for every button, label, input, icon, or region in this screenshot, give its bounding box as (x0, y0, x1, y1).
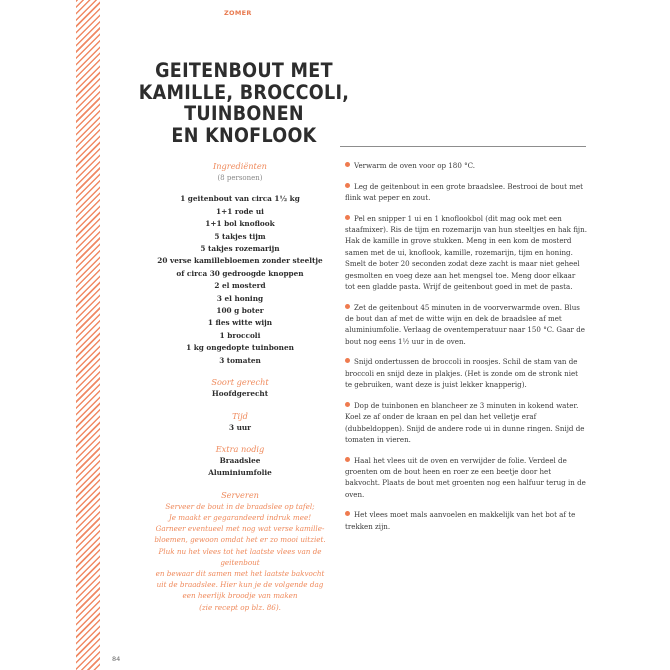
ingredient-item: 1 kg ongedopte tuinbonen (186, 343, 294, 353)
ingredient-item: 100 g boter (216, 306, 264, 316)
extra-item: Aluminiumfolie (208, 468, 272, 478)
ingredient-item: 1 geitenbout van circa 1½ kg (180, 194, 300, 204)
bullet-icon (345, 457, 350, 462)
section-label: ZOMER (224, 9, 252, 17)
ingredient-item: 1 broccoli (219, 330, 261, 340)
bullet-icon (345, 304, 350, 309)
step-text: Dop de tuinbonen en blancheer ze 3 minuten in kokend water. Koel ze af onder de kraan en pel dan het velletje eraf (dubbeldoppen). Snijd de andere rode ui in dunne ringen. Snijd de tomaten in vieren. (345, 400, 585, 445)
ingredient-item: 20 verse kamillebloemen zonder steeltje (157, 256, 323, 266)
serveren-line: uit de braadslee. Hier kun je de volgende dag (156, 580, 324, 590)
ingredients-column (143, 160, 337, 613)
page-number: 84 (112, 655, 121, 663)
ingredient-item: of circa 30 gedroogde knoppen (176, 268, 304, 278)
instruction-step (345, 160, 587, 171)
instruction-step (345, 181, 587, 204)
instruction-step (345, 302, 587, 348)
instruction-step (345, 455, 587, 501)
serveren-heading: Serveren (221, 489, 259, 500)
instruction-step (345, 400, 587, 446)
serveren-line: bloemen, gewoon omdat het er zo mooi uitziet. (154, 535, 326, 545)
ingredient-item: 3 tomaten (219, 355, 261, 365)
ingredient-item: 2 el mosterd (214, 281, 266, 291)
step-text: Pel en snipper 1 ui en 1 knoflookbol (dit mag ook met een staafmixer). Ris de tijm en rozemarijn van hun steeltjes en hak fijn. Hak de kamille in grove stukken. Meng in een kom de mosterd samen met de ui, knoflook, kamille, rozemarijn, tijm en honing. Smelt de boter 20 seconden zodat deze zacht is maar niet geheel gesmolten en voeg deze aan het mengsel toe. Meng door elkaar tot een gladde pasta. Wrijf de geitenbout goed in met de pasta. (345, 213, 587, 292)
bullet-icon (345, 511, 350, 516)
serveren-line: (zie recept op blz. 86). (199, 602, 281, 612)
title-line: TUINBONEN (184, 102, 304, 125)
extra-item: Braadslee (219, 455, 261, 465)
ingredient-item: 1+1 bol knoflook (205, 219, 275, 229)
bullet-icon (345, 162, 350, 167)
tijd-value: 3 uur (228, 422, 252, 432)
serveren-line: Pluk nu het vlees tot het laatste vlees van de geitenbout (158, 546, 322, 567)
instruction-step (345, 356, 587, 390)
serveren-line: en bewaar dit samen met het laatste bakvocht (155, 568, 325, 578)
step-text: Het vlees moet mals aanvoelen en makkelijk van het bot af te trekken zijn. (345, 510, 576, 531)
bullet-icon (345, 358, 350, 363)
bullet-icon (345, 183, 350, 188)
servings: (8 personen) (217, 174, 263, 182)
serveren-line: Garneer eventueel met nog wat verse kamille- (155, 524, 325, 534)
soort-gerecht-heading: Soort gerecht (211, 377, 269, 388)
title-line: GEITENBOUT MET (155, 59, 333, 82)
instruction-step (345, 509, 587, 532)
ingredient-item: 5 takjes tijm (214, 231, 266, 241)
serveren-line: Serveer de bout in de braadslee op tafel; (165, 501, 315, 511)
title-line: EN KNOFLOOK (171, 123, 317, 147)
extra-nodig-heading: Extra nodig (215, 443, 265, 454)
soort-gerecht-value: Hoofdgerecht (211, 389, 269, 399)
tijd-heading: Tijd (232, 410, 248, 421)
ingredient-item: 3 el honing (216, 293, 264, 303)
step-text: Verwarm de oven voor op 180 °C. (354, 161, 476, 170)
step-text: Snijd ondertussen de broccoli in roosjes. Schil de stam van de broccoli en snijd deze in plakjes. (Het is zonde om de stronk niet te gebruiken, want deze is juist lekker knapperig). (345, 357, 579, 390)
ingredients-heading: Ingrediënten (213, 161, 267, 171)
step-text: Zet de geitenbout 45 minuten in de voorverwarmde oven. Blus de bout dan af met de witte wijn en dek de braadslee af met aluminiumfolie. Verlaag de oventemperatuur naar 150 °C. Gaar de bout nog eens 1½ uur in de oven. (345, 302, 585, 346)
step-text: Leg de geitenbout in een grote braadslee. Bestrooi de bout met flink wat peper en zout. (345, 181, 583, 202)
bullet-icon (345, 215, 350, 220)
step-text: Haal het vlees uit de oven en verwijder de folie. Verdeel de groenten om de bout heen en roer ze een beetje door het bakvocht. Plaats de bout met groenten nog een halfuur terug in de oven. (345, 455, 586, 499)
ingredient-item: 5 takjes rozemarijn (200, 244, 280, 254)
recipe-title (118, 60, 370, 146)
serveren-line: Je maakt er gegarandeerd indruk mee! (168, 512, 312, 522)
ingredient-item: 1+1 rode ui (216, 206, 264, 216)
instructions-column (345, 160, 587, 541)
bullet-icon (345, 402, 350, 407)
decorative-stripe (76, 0, 100, 670)
title-line: KAMILLE, BROCCOLI, (138, 80, 350, 104)
serveren-line: een heerlijk broodje van maken (182, 591, 298, 601)
instruction-step (345, 213, 587, 293)
ingredient-item: 1 fles witte wijn (207, 318, 273, 328)
title-divider (340, 146, 586, 147)
